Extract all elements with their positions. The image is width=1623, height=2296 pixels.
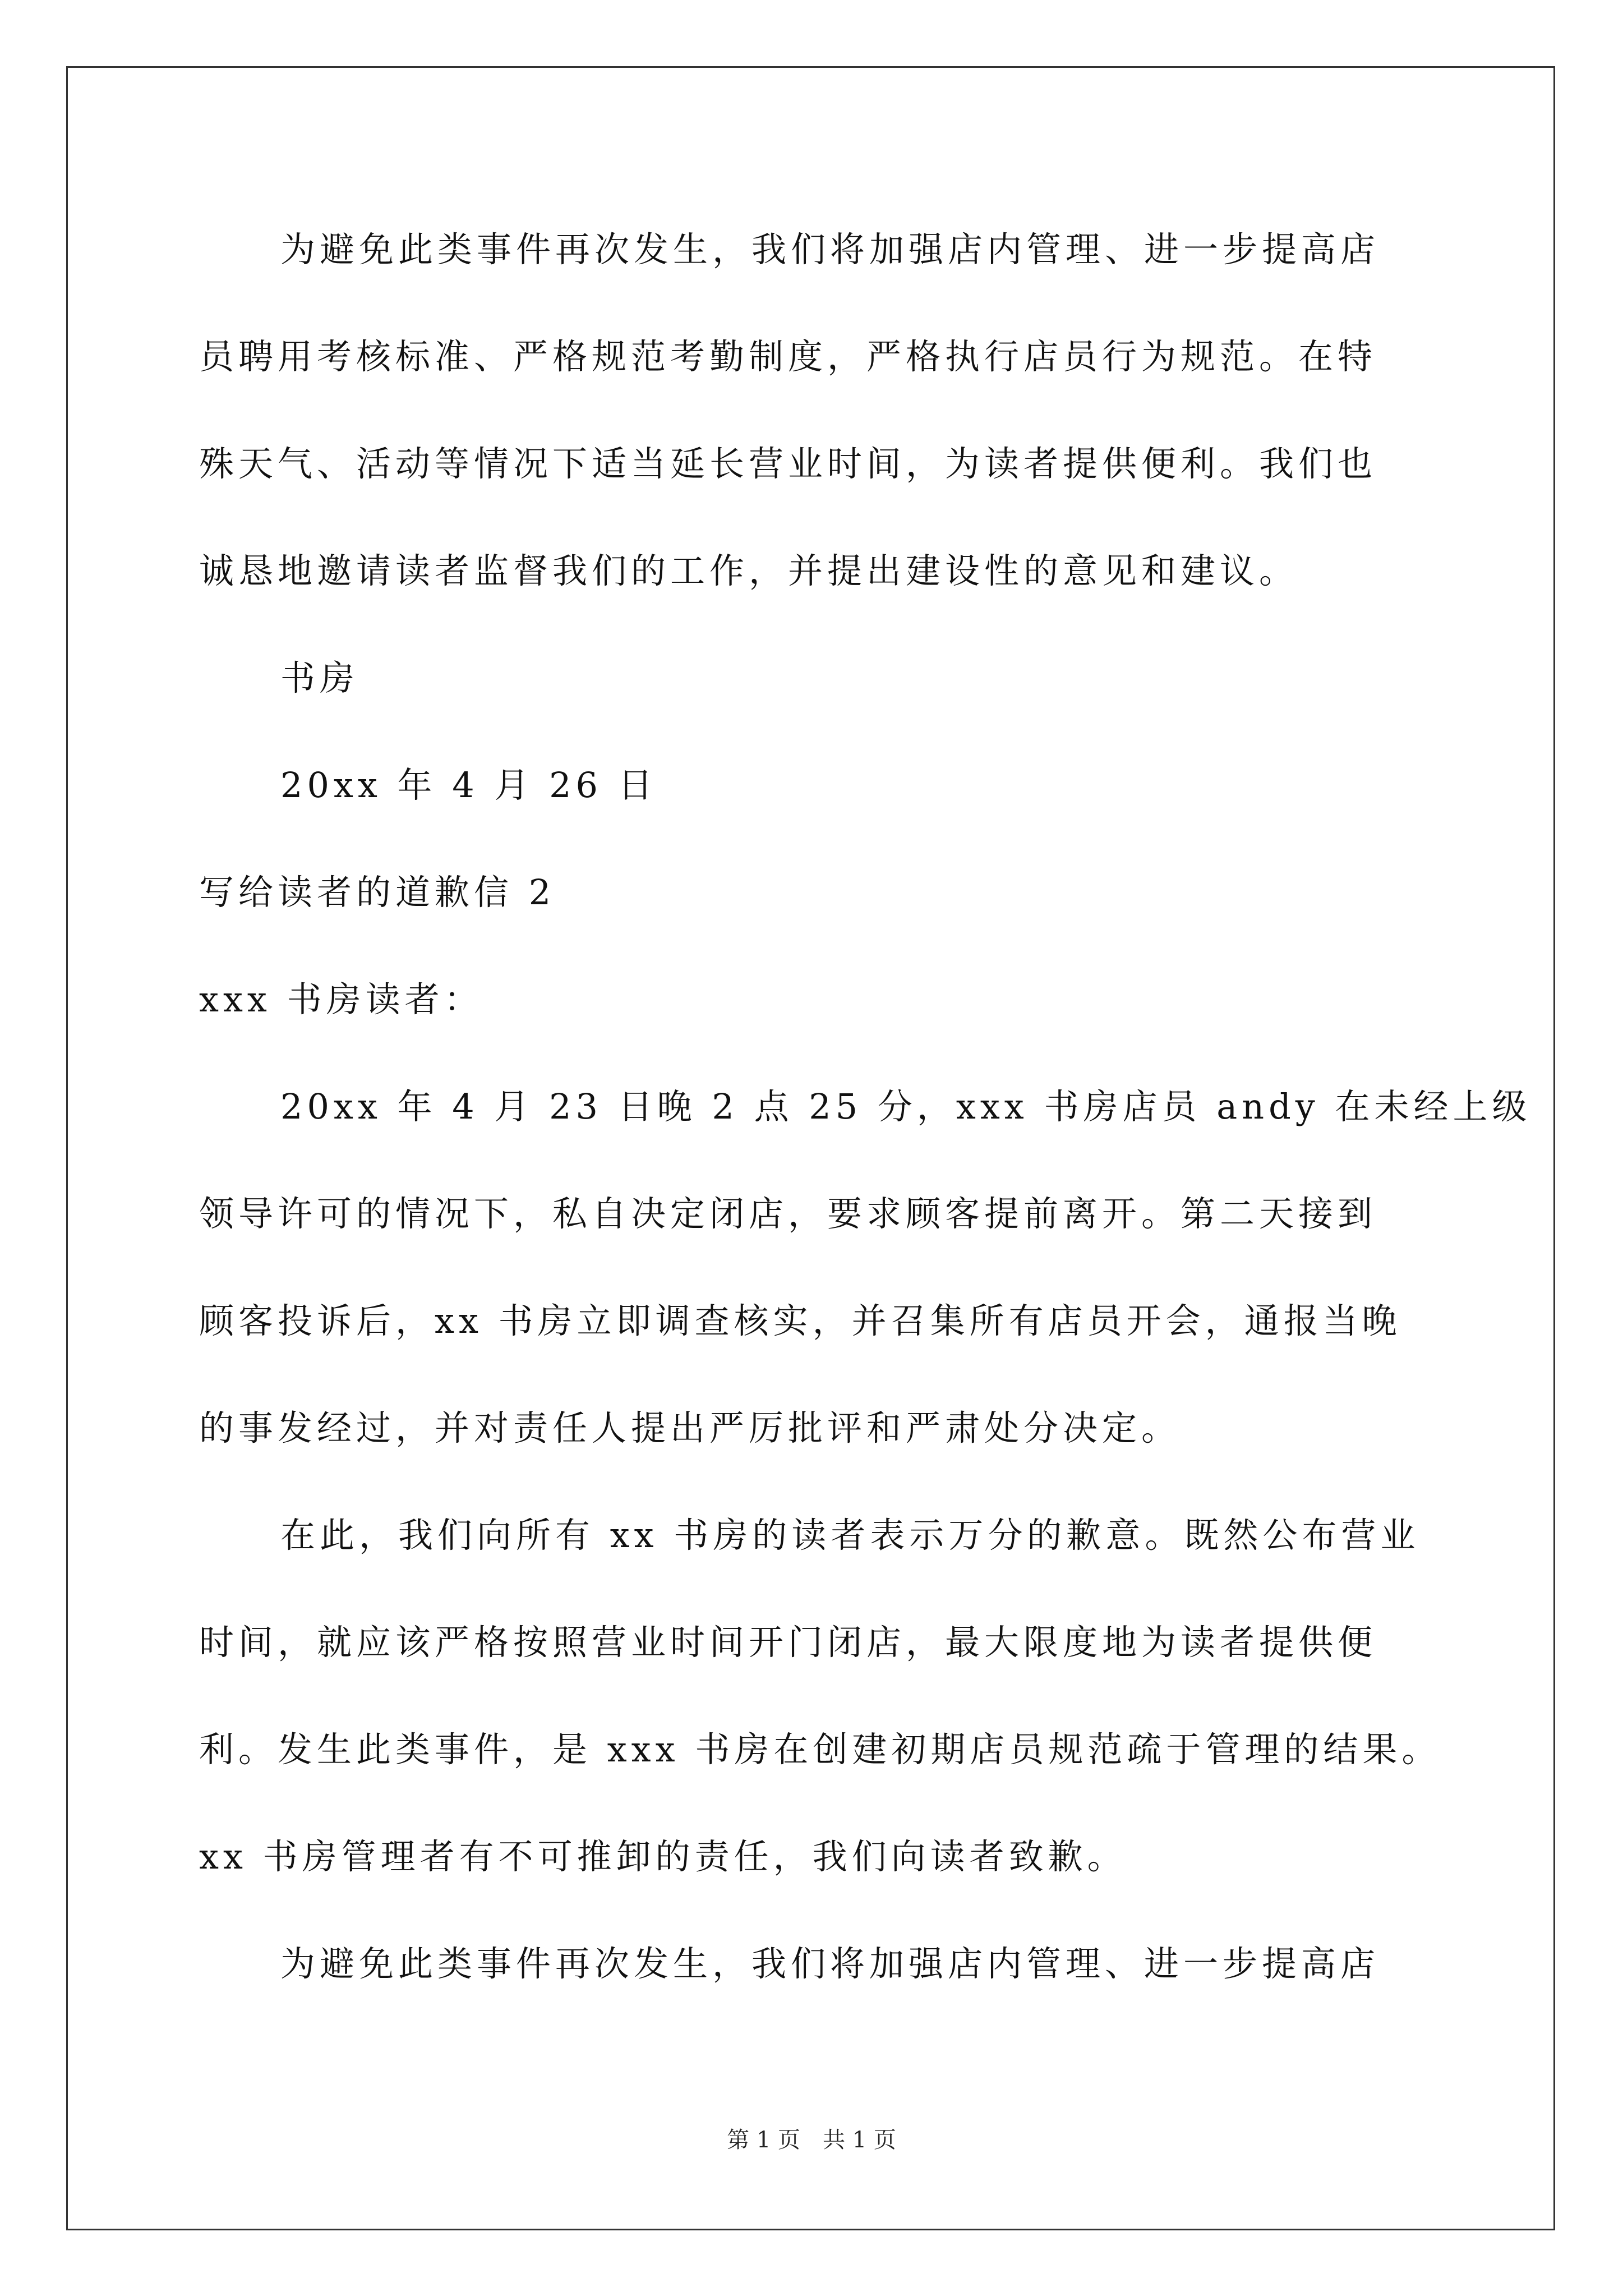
paragraph-line: 殊天气、活动等情况下适当延长营业时间，为读者提供便利。我们也 — [199, 443, 1377, 484]
paragraph-line: 员聘用考核标准、严格规范考勤制度，严格执行店员行为规范。在特 — [199, 336, 1377, 377]
paragraph-line: 为避免此类事件再次发生，我们将加强店内管理、进一步提高店 — [280, 229, 1380, 270]
letter-title: 写给读者的道歉信 2 — [199, 872, 556, 913]
paragraph-line: 20xx 年 4 月 23 日晚 2 点 25 分，xxx 书房店员 andy 在未经上级 — [280, 1086, 1532, 1127]
paragraph-line: 在此，我们向所有 xx 书房的读者表示万分的歉意。既然公布营业 — [280, 1515, 1420, 1556]
paragraph-line: 顾客投诉后，xx 书房立即调查核实，并召集所有店员开会，通报当晚 — [199, 1300, 1401, 1341]
paragraph-line: 为避免此类事件再次发生，我们将加强店内管理、进一步提高店 — [280, 1943, 1380, 1984]
paragraph-line: 利。发生此类事件，是 xxx 书房在创建初期店员规范疏于管理的结果。 — [199, 1729, 1441, 1770]
paragraph-line: 时间，就应该严格按照营业时间开门闭店，最大限度地为读者提供便 — [199, 1622, 1377, 1663]
signature-line: 书房 — [280, 657, 359, 698]
paragraph-line: 领导许可的情况下，私自决定闭店，要求顾客提前离开。第二天接到 — [199, 1193, 1377, 1234]
page-frame — [66, 66, 1555, 2230]
paragraph-line: 诚恳地邀请读者监督我们的工作，并提出建设性的意见和建议。 — [199, 550, 1299, 591]
paragraph-line: xx 书房管理者有不可推卸的责任，我们向读者致歉。 — [199, 1836, 1127, 1877]
page-number-footer: 第 1 页 共 1 页 — [727, 2127, 896, 2153]
salutation: xxx 书房读者： — [199, 979, 483, 1020]
date-line: 20xx 年 4 月 26 日 — [280, 765, 657, 806]
paragraph-line: 的事发经过，并对责任人提出严厉批评和严肃处分决定。 — [199, 1407, 1181, 1448]
